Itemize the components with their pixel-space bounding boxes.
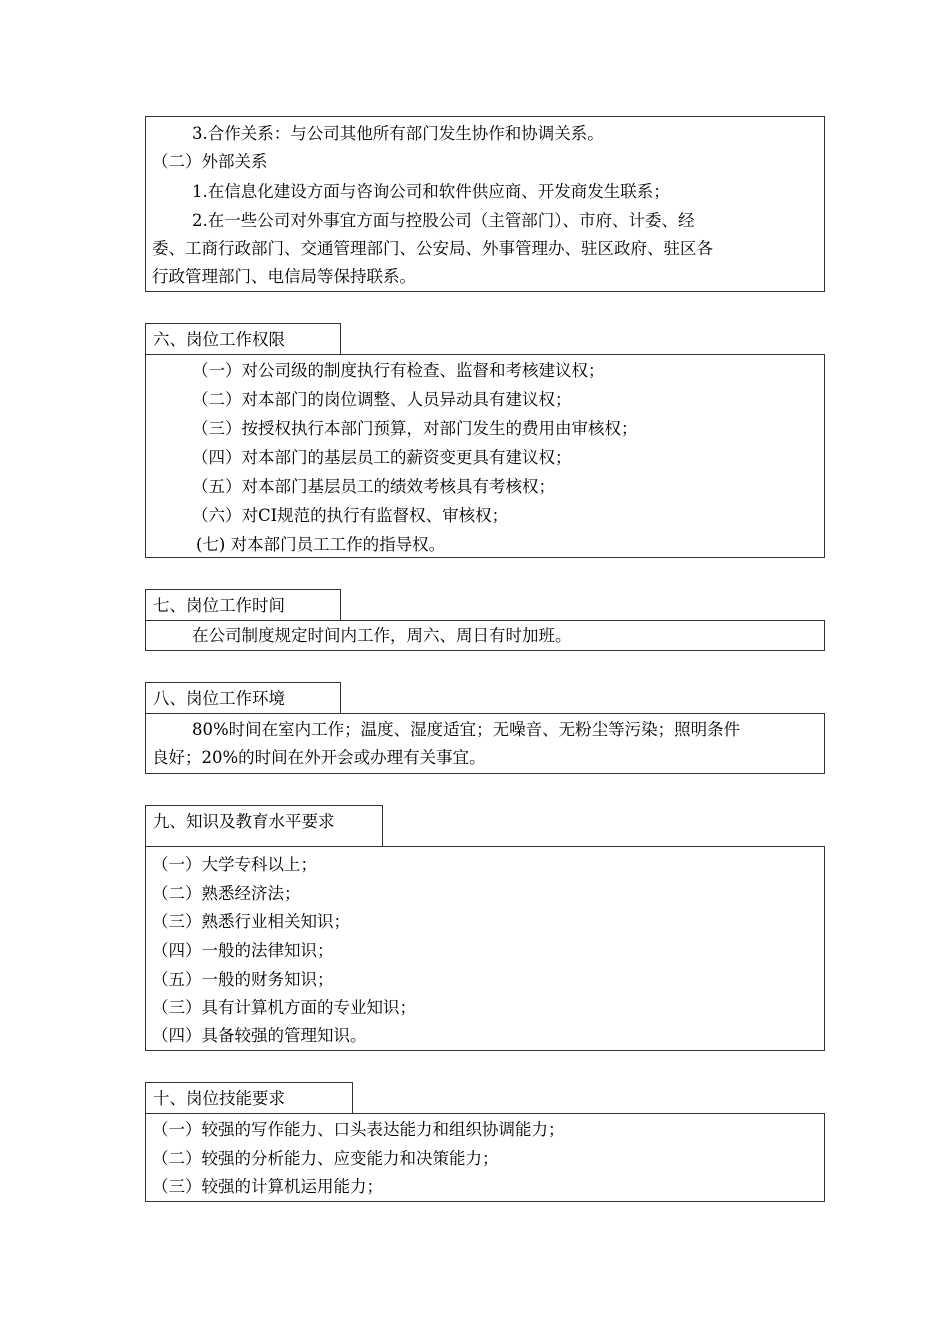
list-item: （二）熟悉经济法； xyxy=(152,884,301,903)
relations-line: 2.在一些公司对外事宜方面与控股公司（主管部门）、市府、计委、经 xyxy=(192,211,695,230)
section-7-title: 七、岗位工作时间 xyxy=(153,596,285,615)
relations-line: 委、工商行政部门、交通管理部门、公安局、外事管理办、驻区政府、驻区各 xyxy=(152,239,713,258)
section-6-title: 六、岗位工作权限 xyxy=(153,330,285,349)
list-item: (七) 对本部门员工工作的指导权。 xyxy=(196,535,446,554)
section-8-header xyxy=(145,682,341,714)
list-item: （五）对本部门基层员工的绩效考核具有考核权； xyxy=(192,477,555,496)
section-10-header xyxy=(145,1082,353,1114)
relations-line: 1.在信息化建设方面与咨询公司和软件供应商、开发商发生联系； xyxy=(192,182,670,201)
section-7-box xyxy=(145,620,825,651)
relations-line: 行政管理部门、电信局等保持联系。 xyxy=(152,267,416,286)
section-7-header xyxy=(145,589,341,621)
list-item: （四）对本部门的基层员工的薪资变更具有建议权； xyxy=(192,448,572,467)
section-10-box xyxy=(145,1113,825,1202)
section-9-title: 九、知识及教育水平要求 xyxy=(153,812,335,831)
list-item: （三）按授权执行本部门预算，对部门发生的费用由审核权； xyxy=(192,419,638,438)
work-time-text: 在公司制度规定时间内工作，周六、周日有时加班。 xyxy=(192,626,572,645)
section-8-box xyxy=(145,713,825,774)
environment-line: 80%时间在室内工作；温度、湿度适宜；无噪音、无粉尘等污染；照明条件 xyxy=(192,720,741,739)
list-item: （三）较强的计算机运用能力； xyxy=(152,1177,383,1196)
list-item: （一）大学专科以上； xyxy=(152,855,317,874)
list-item: （二）对本部门的岗位调整、人员异动具有建议权； xyxy=(192,390,572,409)
list-item: （三）熟悉行业相关知识； xyxy=(152,912,350,931)
section-9-box xyxy=(145,846,825,1051)
section-9-header xyxy=(145,805,383,847)
section-6-box xyxy=(145,354,825,558)
list-item: （一）对公司级的制度执行有检查、监督和考核建议权； xyxy=(192,361,605,380)
list-item: （六）对CI规范的执行有监督权、审核权； xyxy=(192,506,509,525)
section-6-header xyxy=(145,323,341,355)
environment-line: 良好；20%的时间在外开会或办理有关事宜。 xyxy=(152,748,486,767)
list-item: （四）具备较强的管理知识。 xyxy=(152,1026,367,1045)
list-item: （三）具有计算机方面的专业知识； xyxy=(152,998,416,1017)
list-item: （四）一般的法律知识； xyxy=(152,941,334,960)
list-item: （一）较强的写作能力、口头表达能力和组织协调能力； xyxy=(152,1120,565,1139)
list-item: （五）一般的财务知识； xyxy=(152,970,334,989)
relations-line: （二）外部关系 xyxy=(152,152,268,171)
relations-line: 3.合作关系：与公司其他所有部门发生协作和协调关系。 xyxy=(192,124,604,143)
section-10-title: 十、岗位技能要求 xyxy=(153,1089,285,1108)
section-8-title: 八、岗位工作环境 xyxy=(153,689,285,708)
relations-box xyxy=(145,116,825,292)
list-item: （二）较强的分析能力、应变能力和决策能力； xyxy=(152,1149,499,1168)
